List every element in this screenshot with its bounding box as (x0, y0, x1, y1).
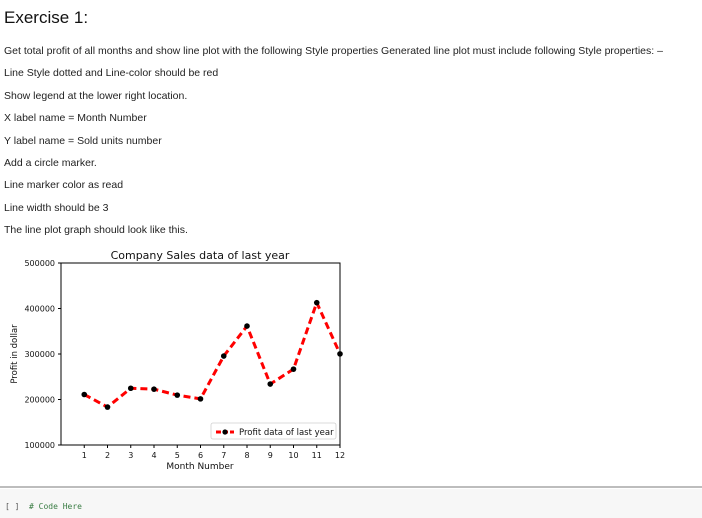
legend (211, 423, 336, 439)
x-axis (82, 445, 345, 460)
data-point (151, 386, 157, 392)
legend-label: Profit data of last year (239, 428, 334, 438)
instruction-line: Line marker color as read (4, 179, 124, 191)
instruction-line: X label name = Month Number (4, 112, 147, 124)
x-tick-label: 12 (334, 451, 346, 460)
y-tick-label: 300000 (24, 350, 55, 359)
x-tick-label: 9 (267, 451, 273, 460)
x-tick-label: 1 (81, 451, 87, 460)
data-point (244, 323, 250, 329)
x-tick-label: 8 (244, 451, 250, 460)
y-tick-label: 200000 (24, 395, 55, 405)
data-point (267, 381, 273, 387)
legend-marker-swatch (222, 429, 227, 434)
x-axis-label: Month Number (166, 462, 234, 472)
data-point (105, 404, 111, 410)
series-line (84, 303, 340, 407)
instruction-line: Get total profit of all months and show line plot with the following Style properties Generated line plot must include following Style properties: – (4, 45, 663, 57)
instruction-line: Line width should be 3 (4, 202, 109, 214)
x-tick-label: 11 (311, 451, 322, 460)
data-point (198, 396, 204, 402)
instruction-line: Add a circle marker. (4, 157, 97, 169)
y-tick-label: 500000 (24, 259, 55, 268)
x-tick-label: 6 (197, 451, 204, 460)
chart-title: Company Sales data of last year (110, 249, 290, 262)
data-point (314, 300, 320, 306)
data-point (291, 366, 297, 372)
data-point (128, 385, 134, 391)
profit-line-chart (0, 243, 360, 475)
instruction-line: Show legend at the lower right location. (4, 90, 188, 102)
x-tick-label: 5 (174, 451, 180, 460)
instruction-line: Y label name = Sold units number (4, 135, 162, 147)
y-tick-label: 400000 (24, 304, 55, 314)
instruction-line: The line plot graph should look like this. (4, 224, 188, 236)
x-tick-label: 3 (128, 451, 134, 460)
data-point (221, 353, 227, 359)
series-layer (81, 300, 342, 410)
instruction-line: Line Style dotted and Line-color should be red (4, 67, 219, 79)
code-cell-text[interactable]: # Code Here (29, 502, 82, 511)
x-tick-label: 4 (151, 451, 157, 460)
data-point (81, 392, 87, 398)
code-cell[interactable] (0, 489, 702, 518)
y-tick-label: 100000 (24, 441, 55, 450)
exercise-title: Exercise 1: (4, 8, 89, 27)
y-axis (24, 259, 61, 450)
cell-prompt: [ ] (5, 502, 20, 511)
data-point (174, 392, 180, 398)
cell-divider (0, 486, 702, 488)
x-tick-label: 10 (288, 451, 299, 460)
x-tick-label: 2 (104, 451, 111, 460)
y-axis-label: Profit in dollar (10, 324, 20, 384)
x-tick-label: 7 (221, 451, 227, 460)
data-point (337, 351, 343, 357)
